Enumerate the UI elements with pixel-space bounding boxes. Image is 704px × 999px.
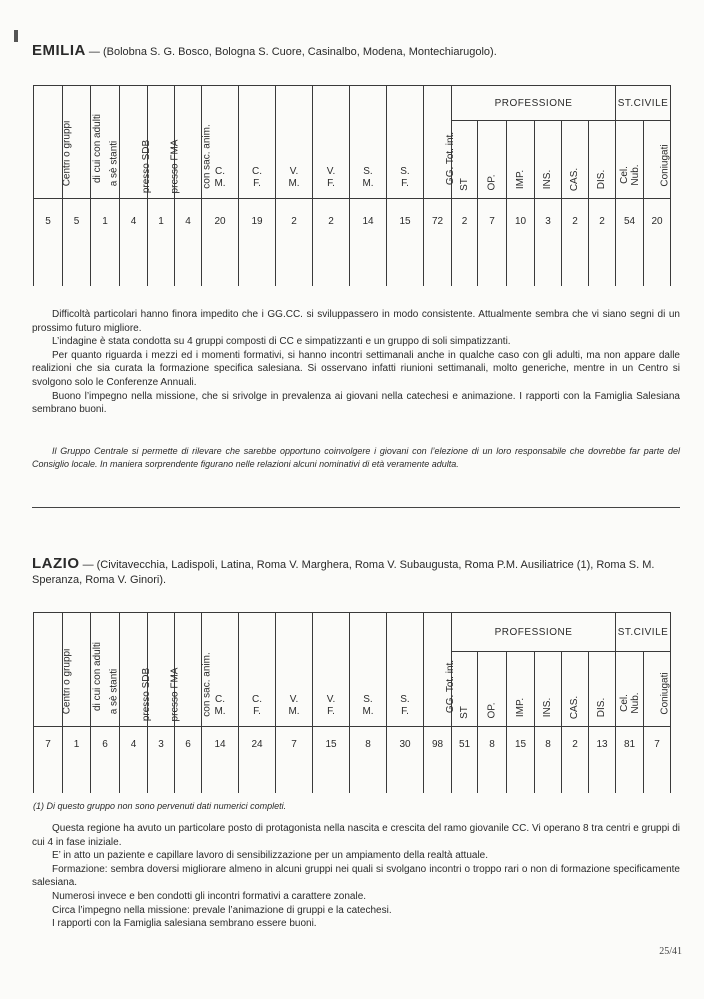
table-cell: 5 xyxy=(34,199,63,263)
column-header xyxy=(589,121,616,199)
column-header xyxy=(239,86,276,199)
column-header xyxy=(350,613,387,727)
column-header xyxy=(424,86,457,199)
table-cell-spacer xyxy=(589,262,616,286)
professione-group-header: PROFESSIONE xyxy=(452,613,616,652)
column-header-label: Cel. Nub. xyxy=(618,164,641,186)
st-civile-group-header: ST.CIVILE xyxy=(616,613,671,652)
table-cell: 20 xyxy=(644,199,671,263)
table-cell-spacer xyxy=(148,771,175,793)
column-header-label: GG. Tot. int. xyxy=(445,660,457,714)
lazio-text xyxy=(32,822,680,931)
column-header xyxy=(507,652,535,727)
table-cell: 4 xyxy=(120,199,148,263)
column-header xyxy=(387,613,424,727)
column-header-label: con sac. anim. xyxy=(201,651,213,717)
table-cell: 14 xyxy=(350,199,387,263)
emilia-heading xyxy=(32,43,682,60)
table-cell: 3 xyxy=(535,199,562,263)
column-header xyxy=(387,86,424,199)
table-cell-spacer xyxy=(313,262,350,286)
table-cell: 2 xyxy=(313,199,350,263)
column-header-label: presso FMA xyxy=(169,667,181,722)
table-cell: 72 xyxy=(424,199,452,263)
table-cell-spacer xyxy=(202,262,239,286)
column-header-label: S. M. xyxy=(362,694,374,717)
lazio-places: — (Civitavecchia, Ladispoli, Latina, Roma V. Marghera, Roma V. Subaugusta, Roma P.M. Ausiliatrice (1), Roma S. M. Speranza, Roma V. Ginori). xyxy=(32,559,655,586)
emilia-note xyxy=(32,445,680,470)
st-civile-group-header: ST.CIVILE xyxy=(616,86,671,121)
column-header-label: OP. xyxy=(486,702,498,719)
table-cell-spacer xyxy=(63,262,91,286)
table-cell: 13 xyxy=(589,727,616,772)
lazio-heading xyxy=(32,556,682,588)
table-cell: 24 xyxy=(239,727,276,772)
table-cell-spacer xyxy=(562,771,589,793)
column-header xyxy=(644,121,671,199)
table-cell-spacer xyxy=(276,771,313,793)
table-cell-spacer xyxy=(616,262,644,286)
table-cell-spacer xyxy=(478,771,507,793)
column-header xyxy=(644,652,671,727)
column-header-label: S. F. xyxy=(400,694,410,717)
table-cell: 54 xyxy=(616,199,644,263)
column-header-label: con sac. anim. xyxy=(201,123,213,189)
lazio-paragraph: I rapporti con la Famiglia salesiana sembrano essere buoni. xyxy=(52,918,317,930)
table-cell-spacer xyxy=(34,771,63,793)
column-header xyxy=(313,86,350,199)
column-header-label: INS. xyxy=(542,169,554,190)
column-header xyxy=(276,86,313,199)
column-header xyxy=(350,86,387,199)
table-cell: 15 xyxy=(387,199,424,263)
table-cell: 6 xyxy=(91,727,120,772)
table-cell-spacer xyxy=(452,771,478,793)
table-cell: 8 xyxy=(478,727,507,772)
column-header xyxy=(34,86,73,199)
table-cell: 15 xyxy=(507,727,535,772)
column-header-label: S. M. xyxy=(362,166,374,189)
column-header-label: IMP. xyxy=(515,697,526,717)
column-header-label: CAS. xyxy=(569,695,581,719)
table-cell-spacer xyxy=(239,262,276,286)
lazio-paragraph: Numerosi invece e ben condotti gli incontri formativi a carattere zonale. xyxy=(52,890,367,902)
table-cell-spacer xyxy=(175,262,202,286)
column-header xyxy=(313,613,350,727)
column-header-label: a sè stanti xyxy=(108,669,120,715)
table-cell-spacer xyxy=(350,771,387,793)
lazio-name: LAZIO xyxy=(32,555,80,572)
table-cell-spacer xyxy=(91,771,120,793)
emilia-text xyxy=(32,308,680,417)
lazio-table xyxy=(33,612,671,793)
table-cell-spacer xyxy=(535,771,562,793)
table-cell-spacer xyxy=(350,262,387,286)
table-cell: 20 xyxy=(202,199,239,263)
table-cell-spacer xyxy=(34,262,63,286)
column-header-label: V. M. xyxy=(288,694,300,717)
table-cell: 30 xyxy=(387,727,424,772)
table-cell-spacer xyxy=(478,262,507,286)
emilia-name: EMILIA xyxy=(32,42,86,59)
lazio-paragraph: Questa regione ha avuto un particolare posto di protagonista nella nascita e crescita del ramo giovanile CC. Vi operano 8 tra centri e gruppi di cui 4 in fase iniziale. xyxy=(32,823,680,848)
column-header-label: presso FMA xyxy=(169,139,181,194)
column-header xyxy=(34,613,73,727)
table-cell: 1 xyxy=(91,199,120,263)
emilia-paragraph: L’indagine è stata condotta su 4 gruppi composti di CC e simpatizzanti e un gruppo di soli simpatizzanti. xyxy=(52,336,511,348)
column-header xyxy=(239,613,276,727)
column-header-label: DIS. xyxy=(596,169,608,190)
table-cell: 14 xyxy=(202,727,239,772)
emilia-paragraph: Per quanto riguarda i mezzi ed i momenti formativi, si hanno incontri settimanali anche in qualche caso con gli adulti, ma non appare dalle realizioni che sia curata la formazione specifica salesiana. Si osservano infatti riunioni settimanali, molto generiche, mentre in un Centro si svolgono solo le Conferenze Annuali. xyxy=(32,349,680,388)
table-cell-spacer xyxy=(452,262,478,286)
table-cell-spacer xyxy=(507,771,535,793)
column-header xyxy=(478,652,507,727)
column-header-label: V. M. xyxy=(288,166,300,189)
table-cell: 81 xyxy=(616,727,644,772)
column-header-label: S. F. xyxy=(400,166,410,189)
table-cell: 10 xyxy=(507,199,535,263)
table-cell-spacer xyxy=(202,771,239,793)
column-header-label: Centri o gruppi xyxy=(61,648,73,715)
table-cell-spacer xyxy=(120,262,148,286)
column-header-label: Centri o gruppi xyxy=(61,120,73,187)
table-cell: 2 xyxy=(562,199,589,263)
table-cell: 19 xyxy=(239,199,276,263)
column-header-label: V. F. xyxy=(326,694,336,717)
table-cell: 15 xyxy=(313,727,350,772)
table-cell: 1 xyxy=(63,727,91,772)
column-header xyxy=(535,121,562,199)
table-cell-spacer xyxy=(535,262,562,286)
table-cell-spacer xyxy=(387,262,424,286)
table-cell-spacer xyxy=(562,262,589,286)
column-header-label: Coniugati xyxy=(659,672,671,715)
emilia-paragraph: Difficoltà particolari hanno finora impedito che i GG.CC. si sviluppassero in modo consistente. Attualmente sembra che vi siano segni di un prossimo futuro migliore. xyxy=(32,309,680,334)
table-cell: 7 xyxy=(478,199,507,263)
column-header-label: V. F. xyxy=(326,166,336,189)
column-header xyxy=(589,652,616,727)
section-divider xyxy=(32,507,680,508)
table-cell: 4 xyxy=(120,727,148,772)
column-header-label: a sè stanti xyxy=(108,141,120,187)
table-cell: 4 xyxy=(175,199,202,263)
column-header-label: C. M. xyxy=(214,694,226,717)
table-cell-spacer xyxy=(644,262,671,286)
column-header-label: OP. xyxy=(486,174,498,191)
table-cell-spacer xyxy=(507,262,535,286)
lazio-paragraph: Formazione: sembra doversi migliorare almeno in alcuni gruppi nei quali si svolgano incontri o troppo rari o non di formazione specificamente salesiana. xyxy=(32,863,680,889)
column-header xyxy=(507,121,535,199)
emilia-table xyxy=(33,85,671,286)
column-header-label: C. F. xyxy=(252,166,262,189)
table-cell-spacer xyxy=(175,771,202,793)
table-cell-spacer xyxy=(616,771,644,793)
column-header xyxy=(535,652,562,727)
table-cell: 6 xyxy=(175,727,202,772)
table-cell: 51 xyxy=(452,727,478,772)
table-cell: 2 xyxy=(562,727,589,772)
column-header xyxy=(562,121,589,199)
margin-mark xyxy=(14,30,18,42)
table-cell-spacer xyxy=(120,771,148,793)
table-cell: 2 xyxy=(276,199,313,263)
column-header xyxy=(562,652,589,727)
column-header-label: C. F. xyxy=(252,694,262,717)
column-header-label: CAS. xyxy=(569,167,581,191)
table-cell-spacer xyxy=(63,771,91,793)
column-header xyxy=(120,86,153,199)
professione-group-header: PROFESSIONE xyxy=(452,86,616,121)
column-header-label: DIS. xyxy=(596,697,608,718)
column-header-label: di cui con adulti xyxy=(91,641,103,711)
table-cell-spacer xyxy=(239,771,276,793)
column-header-label: C. M. xyxy=(214,166,226,189)
table-cell: 8 xyxy=(535,727,562,772)
column-header xyxy=(120,613,153,727)
table-cell: 1 xyxy=(148,199,175,263)
lazio-footnote: (1) Di questo gruppo non sono pervenuti dati numerici completi. xyxy=(33,801,287,811)
table-cell-spacer xyxy=(424,262,452,286)
table-cell: 3 xyxy=(148,727,175,772)
column-header-label: GG. Tot. int. xyxy=(445,132,457,186)
table-cell-spacer xyxy=(424,771,452,793)
emilia-places: — (Bolobna S. G. Bosco, Bologna S. Cuore, Casinalbo, Modena, Montechiarugolo). xyxy=(88,46,497,58)
table-cell-spacer xyxy=(589,771,616,793)
column-header xyxy=(276,613,313,727)
column-header xyxy=(478,121,507,199)
emilia-note-text: Il Gruppo Centrale si permette di rilevare che sarebbe opportuno coinvolgere i giovani con l’elezione di un loro responsabile che dovrebbe far parte del Consiglio locale. In maniera sorprendente figurano nelle relazioni alcuni nominativi di età veramente adulta. xyxy=(32,446,680,469)
column-header-label: Coniugati xyxy=(659,144,671,187)
column-header-label: INS. xyxy=(542,697,554,718)
column-header xyxy=(424,613,457,727)
table-cell-spacer xyxy=(387,771,424,793)
column-header-label: di cui con adulti xyxy=(91,113,103,183)
column-header-label: IMP. xyxy=(515,169,526,189)
table-cell: 5 xyxy=(63,199,91,263)
column-header-label: presso SDB xyxy=(141,667,153,722)
table-cell: 7 xyxy=(276,727,313,772)
column-header xyxy=(616,121,644,199)
column-header-label: ST xyxy=(459,178,470,192)
table-cell-spacer xyxy=(91,262,120,286)
column-header-label: ST xyxy=(459,706,470,720)
column-header-label: Cel. Nub. xyxy=(618,692,641,714)
table-cell-spacer xyxy=(313,771,350,793)
column-header xyxy=(616,652,644,727)
table-cell: 7 xyxy=(34,727,63,772)
table-cell: 2 xyxy=(589,199,616,263)
table-cell: 7 xyxy=(644,727,671,772)
lazio-paragraph: Circa l’impegno nella missione: prevale l’animazione di gruppi e la catechesi. xyxy=(52,904,392,916)
table-cell: 8 xyxy=(350,727,387,772)
table-cell: 98 xyxy=(424,727,452,772)
column-header-label: presso SDB xyxy=(141,139,153,194)
table-cell-spacer xyxy=(276,262,313,286)
emilia-paragraph: Buono l’impegno nella missione, che si srivolge in prevalenza ai giovani nella catechesi e animazione. I rapporti con la Famiglia Salesiana sembrano buoni. xyxy=(32,390,680,416)
table-cell: 2 xyxy=(452,199,478,263)
table-cell-spacer xyxy=(148,262,175,286)
table-cell-spacer xyxy=(644,771,671,793)
page-number: 25/41 xyxy=(659,946,682,957)
lazio-paragraph: E’ in atto un paziente e capillare lavoro di sensibilizzazione per un ampiamento della realtà attuale. xyxy=(52,850,489,862)
